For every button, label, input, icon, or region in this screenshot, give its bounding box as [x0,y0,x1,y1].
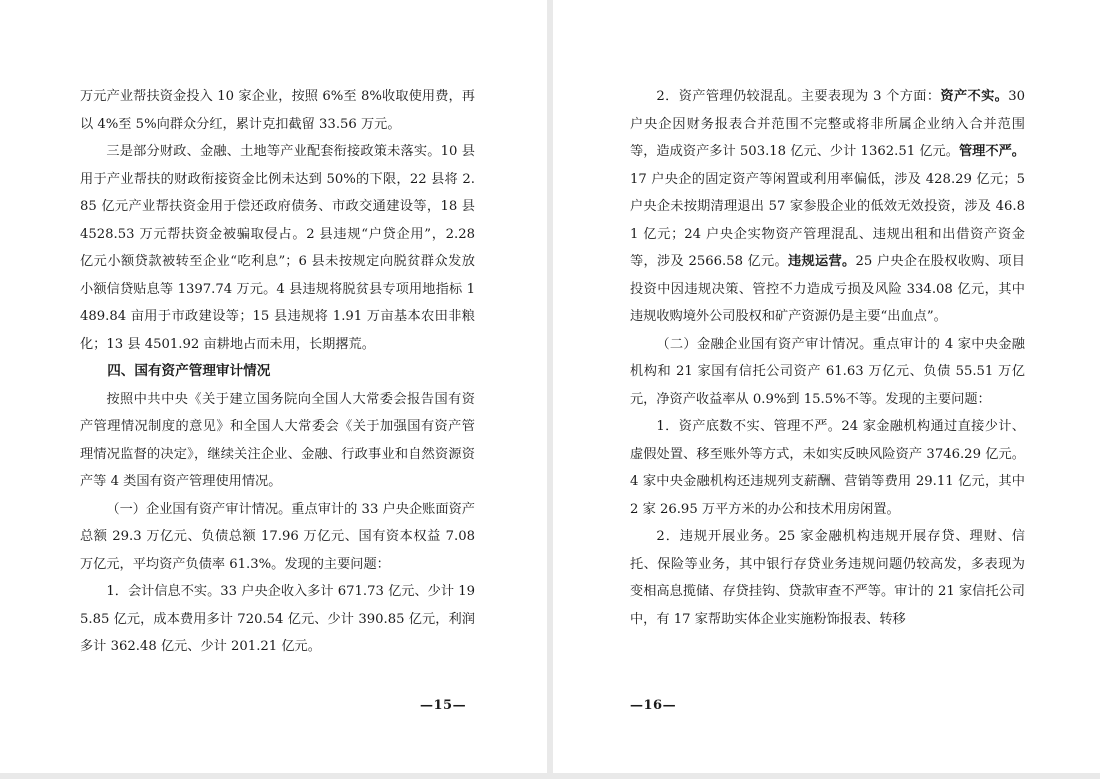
bold-phrase: 违规运营。 [788,254,856,269]
paragraph [630,83,1025,331]
text-run: 2．资产管理仍较混乱。主要表现为 3 个方面： [656,89,941,104]
bold-phrase: 管理不严。 [958,144,1025,159]
left-page-body [80,83,475,661]
paragraph: （二）金融企业国有资产审计情况。重点审计的 4 家中央金融机构和 21 家国有信托公司资产 61.63 万亿元、负债 55.51 万亿元，净资产收益率从 0.9%到 15.5%不等。发现的主要问题： [630,336,1025,407]
paragraph: 三是部分财政、金融、土地等产业配套衔接政策未落实。10 县用于产业帮扶的财政衔接资金比例未达到 50%的下限，22 县将 2.85 亿元产业帮扶资金用于偿还政府债务、市政交通建设等，18 县 4528.53 万元帮扶资金被骗取侵占。2 县违规“户贷企用”，2.28 亿元小额贷款被转至企业“吃利息”；6 县未按规定向脱贫群众发放小额信贷贴息等 1397.74 万元。4 县违规将脱贫县专项用地指标 1489.84 亩用于市政建设等；15 县违规将 1.91 万亩基本农田非粮化；13 县 4501.92 亩耕地占而未用，长期撂荒。 [80,144,475,352]
paragraph: 1．会计信息不实。33 户央企收入多计 671.73 亿元、少计 195.85 亿元，成本费用多计 720.54 亿元、少计 390.85 亿元，利润多计 362.48 亿元、少计 201.21 亿元。 [80,584,476,654]
paragraph: 万元产业帮扶资金投入 10 家企业，按照 6%至 8%收取使用费，再以 4%至 5%向群众分红，累计克扣截留 33.56 万元。 [80,89,475,132]
right-page [553,0,1100,773]
page-number: —16— [630,698,677,713]
section-heading: 四、国有资产管理审计情况 [107,363,271,379]
left-page [0,0,547,773]
paragraph: 2．违规开展业务。25 家金融机构违规开展存贷、理财、信托、保险等业务，其中银行存贷业务违规问题仍较高发，多表现为变相高息揽储、存贷挂钩、贷款审查不严等。审计的 21 家信托公司中，有 17 家帮助实体企业实施粉饰报表、转移 [630,529,1025,627]
paragraph: 1．资产底数不实、管理不严。24 家金融机构通过直接少计、虚假处置、移至账外等方式，未如实反映风险资产 3746.29 亿元。4 家中央金融机构还违规列支薪酬、营销等费用 29.11 亿元，其中 2 家 26.95 万平方米的办公和技术用房闲置。 [630,419,1025,517]
text-run: 17 户央企的固定资产等闲置或利用率偏低，涉及 428.29 亿元；5 户央企未按期清理退出 57 家参股企业的低效无效投资，涉及 46.81 亿元；24 户央企实物资产管理混乱、违规出租和出借资产资金等，涉及 2566.58 亿元。 [630,171,1025,269]
right-page-body [630,83,1025,633]
paragraph: 按照中共中央《关于建立国务院向全国人大常委会报告国有资产管理情况制度的意见》和全国人大常委会《关于加强国有资产管理情况监督的决定》，继续关注企业、金融、行政事业和自然资源资产等 4 类国有资产管理使用情况。 [80,391,475,489]
page-number: —15— [420,698,467,713]
paragraph: （一）企业国有资产审计情况。重点审计的 33 户央企账面资产总额 29.3 万亿元、负债总额 17.96 万亿元、国有资本权益 7.08 万亿元，平均资产负债率 61.3%。发现的主要问题： [80,501,475,572]
bold-phrase: 资产不实。 [940,89,1009,104]
text-run: 30 户央企因财务报表合并范围不完整或将非所属企业纳入合并范围等，造成资产多计 503.18 亿元、少计 1362.51 亿元。 [630,89,1026,159]
text-run: 25 户央企在股权收购、项目投资中因违规决策、管控不力造成亏损及风险 334.08 亿元，其中违规收购境外公司股权和矿产资源仍是主要“出血点”。 [630,254,1025,324]
